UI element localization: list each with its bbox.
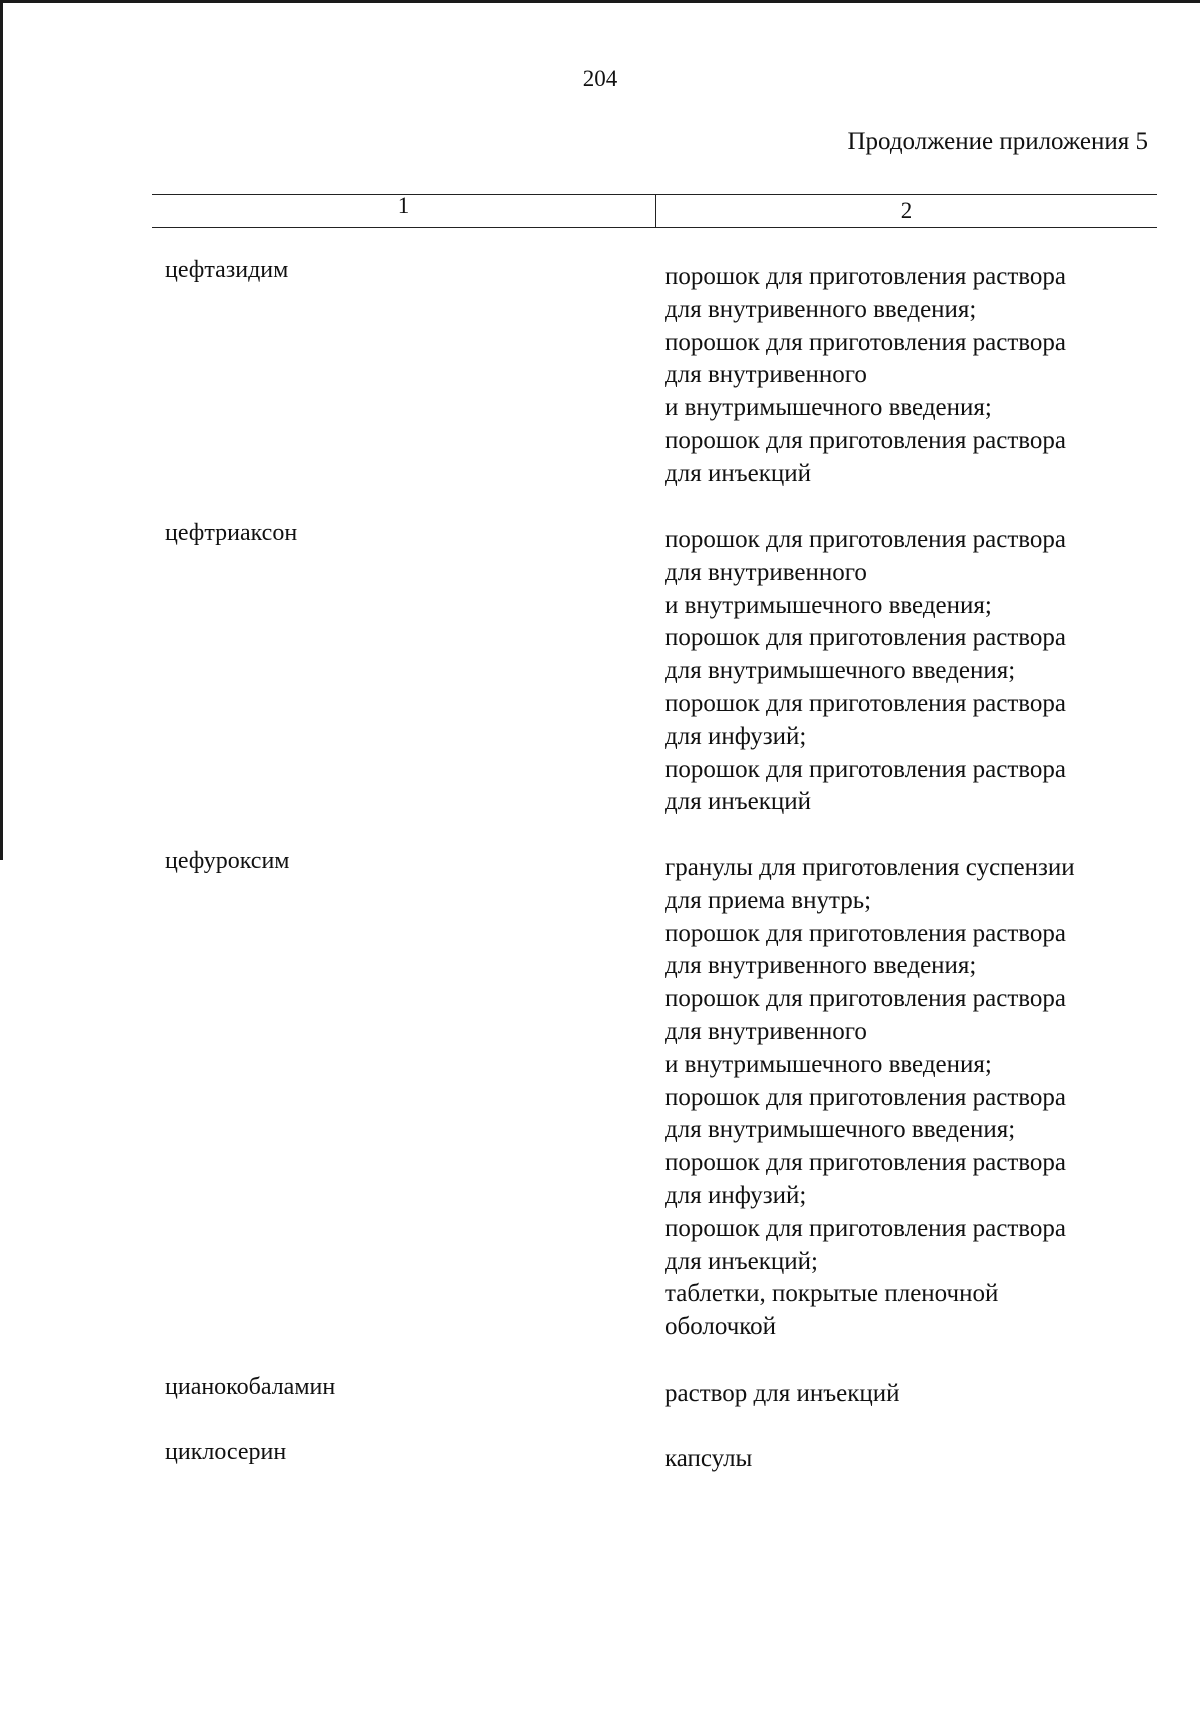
dosage-form-line: порошок для приготовления раствора	[665, 426, 1067, 454]
dosage-forms	[665, 524, 1165, 819]
dosage-form-line: и внутримышечного введения;	[665, 1050, 992, 1078]
dosage-form-line: порошок для приготовления раствора	[665, 624, 1067, 652]
appendix-continuation-label: Продолжение приложения 5	[847, 128, 1148, 155]
dosage-form-line: порошок для приготовления раствора	[665, 1149, 1067, 1177]
dosage-form-line: для внутримышечного введения;	[665, 1116, 1016, 1144]
dosage-form-line: порошок для приготовления раствора	[665, 919, 1067, 947]
dosage-form-line: для инфузий;	[665, 1181, 807, 1209]
dosage-form-line: для инъекций;	[665, 1247, 818, 1275]
dosage-forms	[665, 1443, 1165, 1476]
dosage-form-line: порошок для приготовления раствора	[665, 328, 1067, 356]
dosage-form-line: для приема внутрь;	[665, 886, 872, 914]
scan-edge-top	[0, 0, 1200, 3]
dosage-form-line: порошок для приготовления раствора	[665, 1083, 1067, 1111]
dosage-form-line: для инъекций	[665, 459, 812, 487]
scan-edge-left	[0, 0, 3, 860]
drug-name: цефтриаксон	[165, 520, 298, 546]
dosage-form-line: для внутривенного	[665, 361, 867, 389]
dosage-form-line: порошок для приготовления раствора	[665, 1214, 1067, 1242]
dosage-form-line: порошок для приготовления раствора	[665, 263, 1067, 290]
dosage-form-line: капсулы	[665, 1445, 753, 1472]
dosage-form-line: для инфузий;	[665, 722, 807, 750]
dosage-form-line: порошок для приготовления раствора	[665, 755, 1067, 783]
dosage-form-line: таблетки, покрытые пленочной	[665, 1280, 999, 1308]
dosage-form-line: раствор для инъекций	[665, 1380, 900, 1407]
dosage-form-line: для внутримышечного введения;	[665, 657, 1016, 685]
table-header-bottom-rule	[152, 227, 1157, 228]
drug-name: цефуроксим	[165, 848, 290, 874]
dosage-form-line: для внутривенного введения;	[665, 952, 977, 980]
dosage-form-line: и внутримышечного введения;	[665, 591, 992, 619]
drug-name: циклосерин	[165, 1439, 287, 1465]
dosage-form-line: порошок для приготовления раствора	[665, 985, 1067, 1013]
dosage-form-line: гранулы для приготовления суспензии	[665, 854, 1075, 881]
dosage-form-line: и внутримышечного введения;	[665, 394, 992, 422]
dosage-form-line: для внутривенного введения;	[665, 295, 977, 323]
page-number: 204	[582, 66, 618, 91]
dosage-form-line: для внутривенного	[665, 1017, 867, 1045]
drug-name: цианокобаламин	[165, 1374, 336, 1400]
dosage-forms	[665, 261, 1165, 491]
column-header-1: 1	[397, 193, 410, 218]
dosage-form-line: порошок для приготовления раствора	[665, 689, 1067, 717]
dosage-forms	[665, 1378, 1165, 1411]
dosage-form-line: для внутривенного	[665, 558, 867, 586]
drug-name: цефтазидим	[165, 257, 289, 283]
column-header-2: 2	[900, 198, 913, 223]
dosage-form-line: порошок для приготовления раствора	[665, 526, 1067, 553]
dosage-form-line: для инъекций	[665, 788, 812, 816]
dosage-forms	[665, 852, 1165, 1344]
dosage-form-line: оболочкой	[665, 1313, 777, 1341]
